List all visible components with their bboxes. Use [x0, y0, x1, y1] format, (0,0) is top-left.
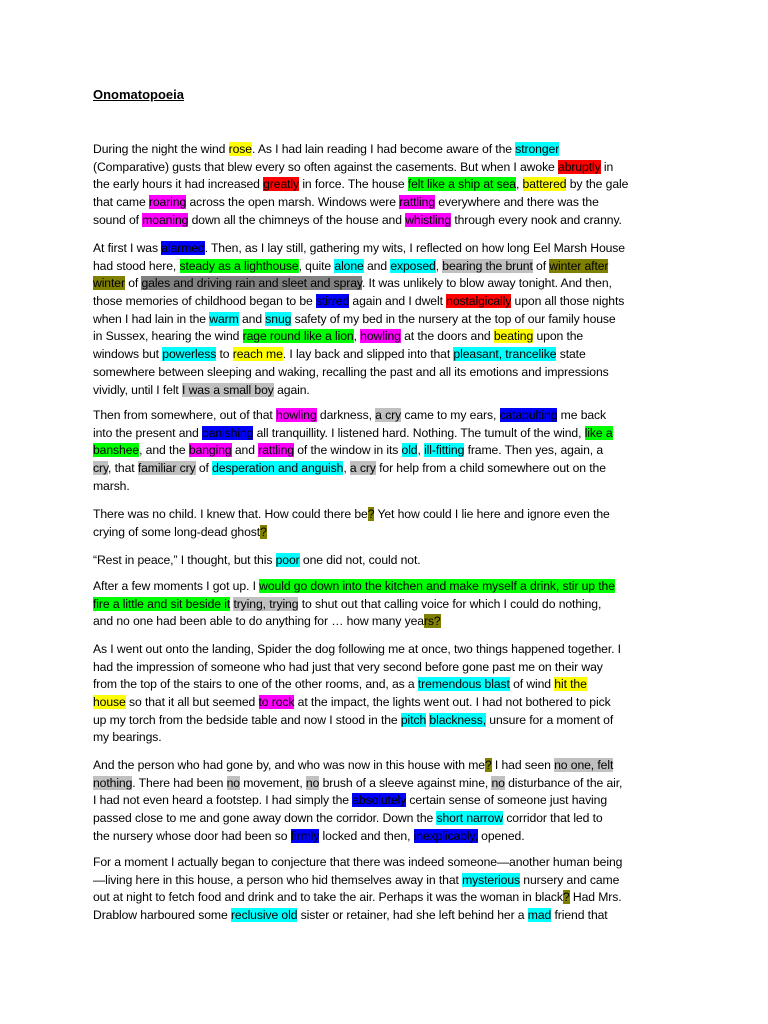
text-run: sister or retainer, had she left behind her a — [297, 908, 528, 923]
text-run: state — [556, 347, 586, 362]
text-run: by the gale — [566, 177, 629, 192]
text-run: . I lay back and slipped into that — [282, 347, 454, 362]
text-line — [93, 524, 610, 542]
text-run: . There had been — [132, 775, 227, 790]
text-run: and no one had been able to do anything for … how many yea — [93, 614, 424, 629]
highlighted-phrase-cyan: stronger — [515, 142, 560, 156]
text-run: down all the chimneys of the house and — [188, 212, 406, 227]
text-line — [93, 382, 625, 400]
highlighted-phrase-gray: nothing — [93, 775, 133, 790]
highlighted-phrase-magenta: howling — [360, 329, 401, 344]
text-line — [93, 275, 625, 293]
highlighted-phrase-cyan: old — [401, 443, 418, 458]
text-run: . It was unlikely to blow away tonight. And then, — [361, 276, 612, 291]
text-run: those memories of childhood began to be — [93, 294, 316, 309]
text-run: , quite — [298, 258, 335, 273]
text-run: of — [195, 461, 213, 476]
highlighted-phrase-cyan: tremendous blast — [417, 677, 510, 692]
highlighted-phrase-magenta: rattling — [258, 443, 294, 458]
text-run: came to my ears, — [401, 408, 500, 422]
text-run: of the window in its — [293, 443, 402, 458]
highlighted-phrase-blue: inexplicably, — [413, 828, 478, 843]
text-run: again and I dwelt — [349, 294, 447, 309]
text-run: vividly, until I felt — [93, 382, 183, 397]
text-line — [93, 506, 610, 524]
highlighted-phrase-cyan: warm — [209, 311, 239, 326]
text-run: up my torch from the bedside table and now I stood in the — [93, 712, 401, 727]
text-line — [93, 676, 621, 694]
text-run: everywhere and there was the — [435, 195, 599, 210]
text-line — [93, 478, 613, 496]
paragraph — [93, 552, 421, 570]
text-line — [93, 176, 628, 194]
text-run: and — [231, 443, 259, 458]
text-run: the early hours it had increased — [93, 177, 264, 192]
text-run: when I had lain in the — [93, 311, 210, 326]
text-run: frame. Then yes, again, a — [464, 443, 604, 458]
highlighted-phrase-gray: trying, trying — [233, 596, 299, 611]
text-line — [93, 240, 625, 258]
highlighted-phrase-darkgray: gales and driving rain and sleet and spray — [141, 276, 362, 291]
text-line — [93, 775, 622, 793]
text-run: , — [435, 258, 443, 273]
text-run: all tranquillity. I listened hard. Nothing. The tumult of the wind, — [253, 425, 585, 440]
text-run: me back — [557, 408, 607, 422]
highlighted-phrase-olive: winter after — [549, 258, 609, 273]
text-run: opened. — [477, 828, 525, 843]
text-run: at the doors and — [400, 329, 494, 344]
text-line — [93, 159, 628, 177]
highlighted-phrase-gray: cry — [93, 461, 109, 476]
text-line — [93, 889, 622, 907]
text-run: . Then, as I lay still, gathering my wits, I reflected on how long Eel Marsh House — [204, 241, 625, 255]
text-run: that came — [93, 195, 149, 210]
text-run: Then from somewhere, out of that — [93, 408, 276, 422]
text-run: out at night to fetch food and drink and to take the air. Perhaps it was the woman in black — [93, 890, 563, 905]
highlighted-phrase-yellow: hit the — [554, 677, 587, 692]
highlighted-phrase-magenta: whistling — [405, 212, 452, 227]
text-line — [93, 613, 615, 631]
highlighted-phrase-magenta: roaring — [148, 195, 187, 210]
highlighted-phrase-cyan: exposed — [390, 258, 436, 273]
text-run: upon all those nights — [511, 294, 625, 309]
text-line — [93, 258, 625, 276]
text-line — [93, 659, 621, 677]
highlighted-phrase-olive: ? — [484, 758, 492, 772]
highlighted-phrase-cyan: pleasant, trancelike — [453, 347, 557, 362]
text-line — [93, 212, 628, 230]
text-run: marsh. — [93, 478, 130, 493]
highlighted-phrase-cyan: powerless — [162, 347, 217, 362]
text-run: of — [532, 258, 550, 273]
paragraph — [93, 240, 625, 399]
text-run: (Comparative) gusts that blew every so often against the casements. But when I awoke — [93, 159, 559, 174]
highlighted-phrase-gray: no — [226, 775, 240, 790]
text-run: somewhere between sleeping and waking, recalling the past and all its emotions and impressions — [93, 364, 609, 379]
text-run: , — [353, 329, 361, 344]
text-line — [93, 293, 625, 311]
paragraph — [93, 854, 622, 925]
text-run: —living here in this house, a person who hid themselves away in that — [93, 872, 463, 887]
document-title: Onomatopoeia — [93, 87, 185, 102]
text-run: Drablow harboured some — [93, 908, 231, 923]
text-line — [93, 712, 621, 730]
paragraph — [93, 578, 615, 631]
text-line — [93, 694, 621, 712]
text-run: , and the — [139, 443, 189, 458]
text-run: and — [363, 258, 391, 273]
highlighted-phrase-blue: banishing — [202, 425, 254, 440]
paragraph — [93, 757, 622, 845]
text-run: , — [417, 443, 425, 458]
highlighted-phrase-olive: ? — [562, 890, 570, 905]
highlighted-phrase-red: greatly — [263, 177, 300, 192]
text-run: As I went out onto the landing, Spider the dog following me at once, two things happened together. I — [93, 642, 621, 656]
text-run: There was no child. I knew that. How could there be — [93, 507, 368, 521]
highlighted-phrase-green: felt like a ship at sea — [407, 177, 516, 192]
text-line — [93, 407, 613, 425]
highlighted-phrase-red: nostalgically — [446, 294, 512, 309]
text-run: had stood here, — [93, 258, 180, 273]
highlighted-phrase-green: would go down into the kitchen and make myself a drink, stir up the — [259, 579, 615, 593]
text-line — [93, 141, 628, 159]
text-run: to shut out that calling voice for which I could do nothing, — [298, 596, 602, 611]
text-line — [93, 729, 621, 747]
highlighted-phrase-blue: absolutely — [352, 793, 407, 808]
text-run: into the present and — [93, 425, 203, 440]
text-run: Had Mrs. — [569, 890, 622, 905]
highlighted-phrase-olive: rs? — [423, 614, 441, 629]
paragraph — [93, 506, 610, 541]
text-line — [93, 552, 421, 570]
text-run: my bearings. — [93, 730, 162, 745]
text-run: the nursery whose door had been so — [93, 828, 291, 843]
highlighted-phrase-gray: I was a small boy — [182, 382, 274, 397]
text-run: movement, — [239, 775, 306, 790]
text-run: of — [124, 276, 142, 291]
text-run: . As I had lain reading I had become aware of the — [251, 142, 516, 156]
highlighted-phrase-yellow: beating — [493, 329, 534, 344]
text-run: at the impact, the lights went out. I had not bothered to pick — [294, 695, 611, 710]
text-run: At first I was — [93, 241, 162, 255]
text-run: locked and then, — [319, 828, 414, 843]
paragraph — [93, 641, 621, 747]
highlighted-phrase-green: steady as a lighthouse — [179, 258, 299, 273]
text-line — [93, 641, 621, 659]
text-run: had the impression of someone who had just that very second before gone past me on their way — [93, 659, 603, 674]
text-run: I had seen — [491, 758, 555, 772]
text-run: safety of my bed in the nursery at the top of our family house — [291, 311, 616, 326]
text-line — [93, 364, 625, 382]
highlighted-phrase-green: banshee — [93, 443, 140, 458]
highlighted-phrase-gray: a cry — [375, 408, 402, 422]
text-run: windows but — [93, 347, 163, 362]
text-run: one did not, could not. — [299, 553, 421, 567]
text-line — [93, 907, 622, 925]
highlighted-phrase-olive: ? — [367, 507, 375, 521]
highlighted-phrase-blue: alarmed — [161, 241, 205, 255]
highlighted-phrase-magenta: to rock — [258, 695, 295, 710]
highlighted-phrase-cyan: reclusive old — [230, 908, 298, 923]
text-run: sound of — [93, 212, 143, 227]
highlighted-phrase-gray: a cry — [349, 461, 376, 476]
text-run: corridor that led to — [503, 811, 603, 826]
text-line — [93, 346, 625, 364]
text-run: for help from a child somewhere out on the — [375, 461, 606, 476]
highlighted-phrase-cyan: mysterious — [462, 872, 521, 887]
text-run: crying of some long-dead ghost — [93, 524, 261, 539]
text-run: certain sense of someone just having — [406, 793, 608, 808]
text-line — [93, 872, 622, 890]
highlighted-phrase-gray: familiar cry — [137, 461, 196, 476]
highlighted-phrase-gray: bearing the brunt — [442, 258, 533, 273]
highlighted-phrase-green: rage round like a lion — [242, 329, 354, 344]
text-run: darkness, — [316, 408, 376, 422]
highlighted-phrase-olive: winter — [93, 276, 125, 291]
text-run: again. — [273, 382, 310, 397]
text-line — [93, 578, 615, 596]
text-run: “Rest in peace,” I thought, but this — [93, 553, 276, 567]
text-run: disturbance of the air, — [504, 775, 623, 790]
text-line — [93, 792, 622, 810]
text-run: passed close to me and gone away down the corridor. Down the — [93, 811, 437, 826]
text-line — [93, 442, 613, 460]
highlighted-phrase-yellow: reach me — [232, 347, 283, 362]
text-run: in — [600, 159, 614, 174]
highlighted-phrase-blue: catapulting — [499, 408, 558, 422]
text-run: of wind — [509, 677, 555, 692]
text-line — [93, 311, 625, 329]
text-run: , — [343, 461, 350, 476]
highlighted-phrase-cyan: poor — [275, 553, 300, 567]
text-run: brush of a sleeve against mine, — [319, 775, 492, 790]
text-line — [93, 328, 625, 346]
highlighted-phrase-magenta: howling — [276, 408, 317, 422]
text-line — [93, 194, 628, 212]
text-line — [93, 828, 622, 846]
text-run: unsure for a moment of — [486, 712, 614, 727]
highlighted-phrase-red: abruptly — [558, 159, 601, 174]
highlighted-phrase-green: like a — [584, 425, 613, 440]
highlighted-phrase-magenta: banging — [188, 443, 232, 458]
highlighted-phrase-blue: stirred — [315, 294, 350, 309]
highlighted-phrase-yellow: house — [93, 695, 126, 710]
text-run: After a few moments I got up. I — [93, 579, 260, 593]
text-run: friend that — [551, 908, 608, 923]
text-run: For a moment I actually began to conjecture that there was indeed someone—another human being — [93, 855, 623, 869]
text-run: so that it all but seemed — [125, 695, 259, 710]
text-line — [93, 757, 622, 775]
highlighted-phrase-cyan: blackness, — [429, 712, 487, 727]
highlighted-phrase-cyan: mad — [527, 908, 552, 923]
highlighted-phrase-cyan: pitch — [400, 712, 427, 727]
highlighted-phrase-gray: no one, felt — [554, 758, 614, 772]
highlighted-phrase-magenta: rattling — [399, 195, 435, 210]
text-run: through every nook and cranny. — [451, 212, 622, 227]
text-line — [93, 425, 613, 443]
highlighted-phrase-gray: no — [491, 775, 505, 790]
highlighted-phrase-gray: no — [305, 775, 320, 790]
text-line — [93, 460, 613, 478]
highlighted-phrase-green: fire a little and sit beside it — [93, 596, 231, 611]
text-run: from the top of the stairs to one of the other rooms, and, as a — [93, 677, 418, 692]
text-run: , that — [108, 461, 138, 476]
highlighted-phrase-cyan: short narrow — [436, 811, 504, 826]
text-run: to — [216, 347, 233, 362]
text-run: nursery and came — [520, 872, 620, 887]
highlighted-phrase-yellow: rose — [228, 142, 252, 156]
text-run: And the person who had gone by, and who was now in this house with me — [93, 758, 485, 772]
text-run: in Sussex, hearing the wind — [93, 329, 243, 344]
highlighted-phrase-cyan: snug — [265, 311, 292, 326]
text-run: Yet how could I lie here and ignore even the — [374, 507, 610, 521]
highlighted-phrase-cyan: alone — [334, 258, 364, 273]
text-run: and — [238, 311, 266, 326]
text-run: in force. The house — [299, 177, 408, 192]
highlighted-phrase-olive: ? — [260, 524, 267, 539]
text-run: , — [515, 177, 523, 192]
highlighted-phrase-yellow: battered — [522, 177, 567, 192]
highlighted-phrase-blue: firmly — [290, 828, 320, 843]
text-run: I had not even heard a footstep. I had simply the — [93, 793, 353, 808]
text-line — [93, 854, 622, 872]
text-run: upon the — [533, 329, 584, 344]
text-line — [93, 810, 622, 828]
text-run: During the night the wind — [93, 142, 229, 156]
paragraph — [93, 407, 613, 495]
text-line — [93, 596, 615, 614]
highlighted-phrase-cyan: ill-fitting — [424, 443, 465, 458]
text-run: across the open marsh. Windows were — [186, 195, 400, 210]
paragraph — [93, 141, 628, 229]
highlighted-phrase-cyan: desperation and anguish — [212, 461, 344, 476]
highlighted-phrase-magenta: moaning — [142, 212, 189, 227]
